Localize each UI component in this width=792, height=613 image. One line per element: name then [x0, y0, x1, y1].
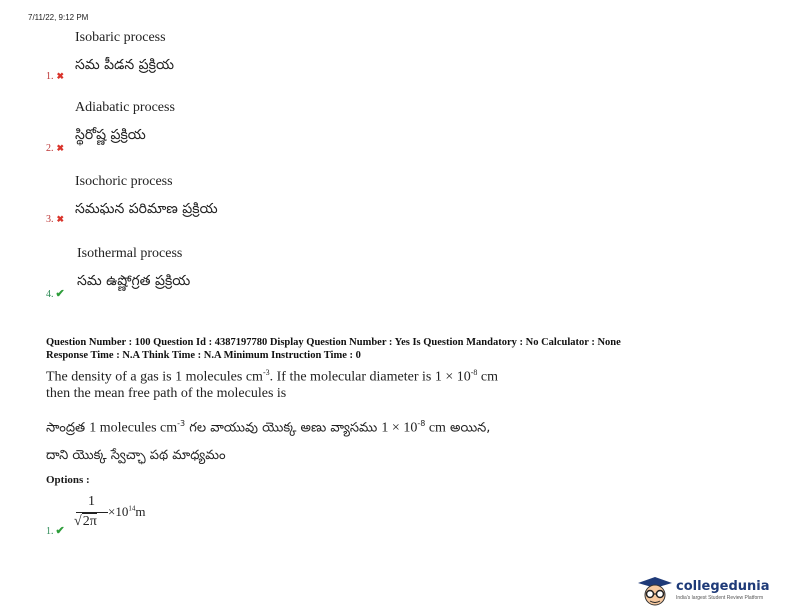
print-timestamp: 7/11/22, 9:12 PM: [28, 13, 89, 22]
logo-brand-text: collegedunia: [676, 579, 770, 594]
option-3-english: Isochoric process: [75, 174, 173, 189]
option-4-number: 4. ✔: [46, 288, 65, 300]
option-1-english: Isobaric process: [75, 30, 166, 45]
option-2-number: 2. ✖: [46, 143, 65, 154]
formula-denominator: √2π: [74, 514, 97, 529]
question-english-line2: then the mean free path of the molecules is: [46, 386, 287, 401]
options-heading: Options :: [46, 474, 90, 486]
collegedunia-logo: [636, 574, 786, 608]
wrong-mark-icon: ✖: [56, 143, 65, 153]
correct-check-icon: ✔: [55, 525, 65, 537]
question-telugu-line1: సాంద్రత 1 molecules $cm^{-3}$ గల వాయువు యొక్క అణు వ్యాసము $1 \times 10^{-8}$ cm అయిన,: [46, 419, 491, 436]
student-mascot-icon: [636, 574, 674, 608]
option-1-telugu: సమ పీడన ప్రక్రియ: [75, 57, 174, 73]
correct-check-icon: ✔: [55, 288, 65, 300]
option-1-number: 1. ✖: [46, 71, 65, 82]
option-4-english: Isothermal process: [77, 246, 183, 261]
answer-option-1-number: 1. ✔: [46, 525, 65, 537]
option-2-english: Adiabatic process: [75, 100, 175, 115]
wrong-mark-icon: ✖: [56, 214, 65, 224]
question-telugu-line2: దాని యొక్క స్వేచ్ఛా పథ మాధ్యమం: [46, 448, 226, 463]
question-meta-line1: Question Number : 100 Question Id : 4387197780 Display Question Number : Yes Is Question Mandatory : No Calculator : None: [46, 337, 621, 348]
option-4-telugu: సమ ఉష్ణోగ్రత ప్రక్రియ: [77, 273, 191, 289]
option-3-number: 3. ✖: [46, 214, 65, 225]
wrong-mark-icon: ✖: [56, 71, 65, 81]
question-meta-line2: Response Time : N.A Think Time : N.A Minimum Instruction Time : 0: [46, 350, 361, 361]
formula-multiplier: $\times 10^{14}m$: [108, 504, 146, 519]
formula-numerator: 1: [88, 494, 95, 509]
option-3-telugu: సమఘన పరిమాణ ప్రక్రియ: [75, 201, 218, 217]
logo-tagline: India's largest Student Review Platform: [676, 595, 764, 601]
option-2-telugu: స్థిరోష్ణ ప్రక్రియ: [75, 127, 146, 143]
question-english-line1: The density of a gas is 1 molecules $cm^{-3}$. If the molecular diameter is $1 \times 10^{-8}$ cm: [46, 368, 499, 385]
